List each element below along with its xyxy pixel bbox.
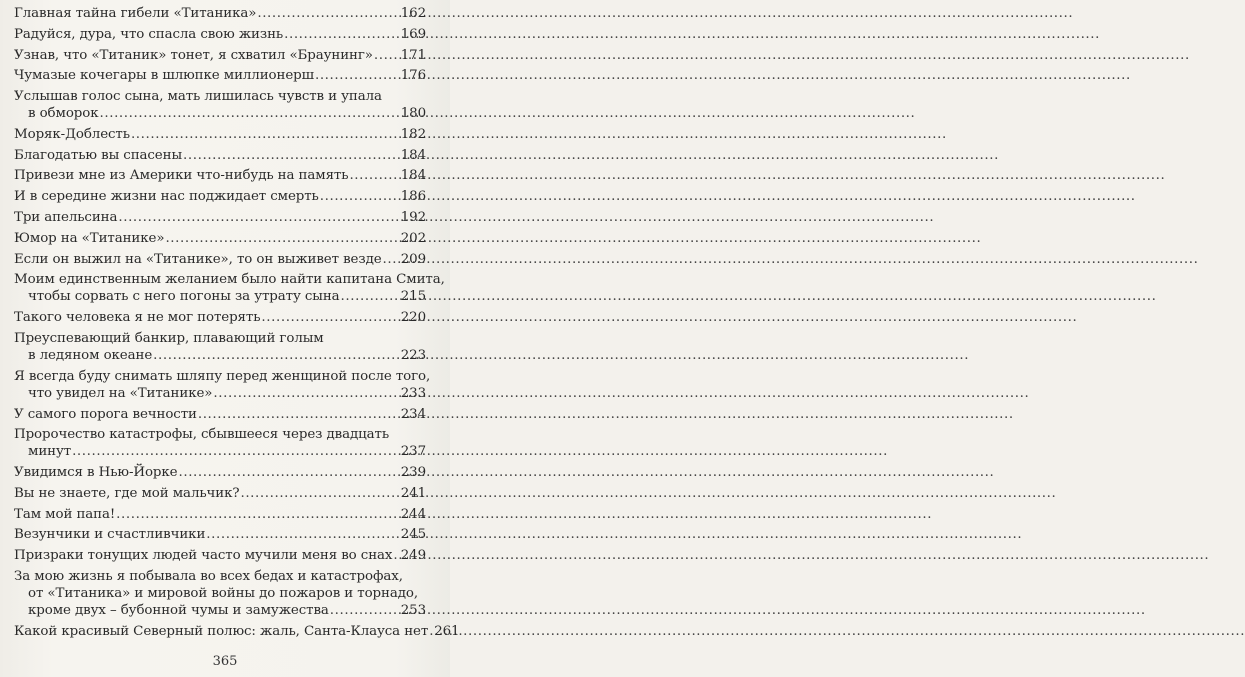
- toc-entry-title: Благодатью вы спасены: [14, 147, 183, 163]
- toc-entry-page: 184: [400, 147, 426, 163]
- toc-entry: [14, 309, 426, 326]
- toc-entry: [14, 230, 426, 247]
- table-of-contents: [14, 5, 460, 640]
- toc-entry-page: 184: [400, 168, 426, 184]
- toc-entry: [14, 330, 426, 364]
- toc-entry-title-line: [14, 188, 426, 205]
- toc-entry-title: За мою жизнь я побывала во всех бедах и катастрофах,: [14, 568, 403, 584]
- toc-entry-title-line: [14, 506, 426, 523]
- toc-entry: [14, 67, 426, 84]
- toc-entry-title: в обморок: [28, 106, 99, 122]
- dot-leader: [319, 188, 401, 205]
- toc-entry-title: Вы не знаете, где мой мальчик?: [14, 485, 240, 501]
- toc-entry: [14, 188, 426, 205]
- dot-leader: [212, 385, 400, 402]
- toc-entry-continuation-line: [14, 347, 426, 364]
- toc-entry: [14, 271, 445, 305]
- dot-leader: [205, 526, 400, 543]
- toc-entry-title-line: [14, 568, 426, 585]
- toc-entry-title-line: [14, 88, 426, 105]
- dot-leader: [182, 147, 401, 164]
- toc-entry-title-line: [14, 230, 426, 247]
- toc-entry: [14, 464, 426, 481]
- toc-entry: [14, 406, 426, 423]
- toc-entry-title: минут: [28, 444, 72, 460]
- toc-entry: [14, 426, 426, 460]
- toc-entry-page: 261: [434, 623, 460, 639]
- toc-entry: [14, 147, 426, 164]
- toc-entry-title: И в середине жизни нас поджидает смерть: [14, 189, 319, 205]
- toc-entry-page: 186: [400, 189, 426, 205]
- toc-entry-title-line: [14, 330, 426, 347]
- toc-entry-title: от «Титаника» и мировой войны до пожаров и торнадо,: [28, 585, 418, 601]
- toc-entry-title-line: [14, 126, 426, 143]
- toc-entry-page: 220: [400, 310, 426, 326]
- toc-entry: [14, 506, 426, 523]
- toc-entry: [14, 251, 426, 268]
- dot-leader: [373, 47, 401, 64]
- dot-leader: [256, 5, 400, 22]
- toc-entry-title: Три апельсина: [14, 210, 118, 226]
- toc-entry-title: Радуйся, дура, что спасла свою жизнь: [14, 26, 284, 42]
- toc-entry-title-line: [14, 167, 426, 184]
- toc-entry-page: 245: [400, 527, 426, 543]
- book-page: [0, 0, 460, 677]
- toc-entry-title-line: [14, 485, 426, 502]
- toc-entry-title: чтобы сорвать с него погоны за утрату сына: [28, 289, 340, 305]
- toc-entry-continuation-line: [14, 585, 426, 602]
- toc-entry: [14, 5, 426, 22]
- toc-entry-title-line: [14, 209, 426, 226]
- toc-entry-title: Главная тайна гибели «Титаника»: [14, 6, 257, 21]
- toc-entry: [14, 623, 460, 640]
- toc-entry-page: 209: [400, 251, 426, 267]
- toc-entry-title: Юмор на «Титанике»: [14, 230, 165, 246]
- page-number: 365: [212, 654, 238, 669]
- dot-leader: [130, 126, 401, 143]
- toc-entry: [14, 209, 426, 226]
- toc-entry-title: Привези мне из Америки что-нибудь на память: [14, 168, 349, 184]
- toc-entry: [14, 568, 426, 619]
- toc-entry: [14, 126, 426, 143]
- dot-leader: [115, 506, 401, 523]
- toc-entry-title-line: [14, 623, 460, 640]
- toc-entry-title: что увидел на «Титанике»: [28, 385, 213, 401]
- dot-leader: [392, 547, 400, 564]
- dot-leader: [239, 485, 400, 502]
- toc-entry-title-line: [14, 26, 426, 43]
- toc-entry-title-line: [14, 271, 445, 288]
- toc-entry-title: Услышав голос сына, мать лишилась чувств и упала: [14, 89, 382, 105]
- toc-entry-title: Пророчество катастрофы, сбывшееся через двадцать: [14, 427, 390, 443]
- toc-entry-title: кроме двух – бубонной чумы и замужества: [28, 602, 329, 618]
- dot-leader: [99, 105, 401, 122]
- toc-entry: [14, 167, 426, 184]
- toc-entry-page: 182: [400, 126, 426, 142]
- toc-entry-title-line: [14, 67, 426, 84]
- toc-entry-page: 234: [400, 406, 426, 422]
- toc-entry-page: 202: [400, 230, 426, 246]
- dot-leader: [329, 602, 401, 619]
- toc-entry-title: Такого человека я не мог потерять: [14, 310, 261, 326]
- toc-entry-title-line: [14, 426, 426, 443]
- toc-entry-title: Чумазые кочегары в шлюпке миллионерш: [14, 68, 314, 84]
- toc-entry-page: 171: [400, 47, 426, 63]
- toc-entry-title: в ледяном океане: [28, 347, 153, 363]
- dot-leader: [117, 209, 400, 226]
- toc-entry-title-line: [14, 547, 426, 564]
- toc-entry-title: У самого порога вечности: [14, 406, 197, 422]
- toc-entry-page: 192: [400, 210, 426, 226]
- toc-entry-title-line: [14, 147, 426, 164]
- toc-entry-continuation-line: [14, 443, 426, 460]
- toc-entry-page: 237: [400, 444, 426, 460]
- toc-entry-title: Какой красивый Северный полюс: жаль, Санта-Клауса нет: [14, 623, 429, 639]
- toc-entry-page: 249: [400, 548, 426, 564]
- toc-entry: [14, 547, 426, 564]
- toc-entry-page: 223: [400, 347, 426, 363]
- toc-entry-title: Там мой папа!: [14, 506, 116, 522]
- toc-entry: [14, 368, 431, 402]
- toc-entry-continuation-line: [14, 602, 426, 619]
- dot-leader: [314, 67, 401, 84]
- dot-leader: [164, 230, 400, 247]
- toc-entry-title-line: [14, 368, 431, 385]
- toc-entry-title-line: [14, 526, 426, 543]
- toc-entry-page: 233: [400, 385, 426, 401]
- toc-entry-title: Везунчики и счастливчики: [14, 527, 206, 543]
- toc-entry-page: 253: [400, 602, 426, 618]
- toc-entry-title: Узнав, что «Титаник» тонет, я схватил «Браунинг»: [14, 47, 373, 63]
- dot-leader: [177, 464, 400, 481]
- toc-entry-title: Моряк-Доблесть: [14, 126, 130, 142]
- toc-entry-page: 244: [400, 506, 426, 522]
- toc-entry-title-line: [14, 309, 426, 326]
- toc-entry-page: 162: [400, 6, 426, 21]
- toc-entry-title: Я всегда буду снимать шляпу перед женщиной после того,: [14, 368, 431, 384]
- toc-entry-continuation-line: [14, 385, 426, 402]
- toc-entry-continuation-line: [14, 105, 426, 122]
- toc-entry-title: Призраки тонущих людей часто мучили меня во снах: [14, 548, 393, 564]
- toc-entry-title: Преуспевающий банкир, плавающий голым: [14, 330, 324, 346]
- toc-entry-title-line: [14, 251, 426, 268]
- toc-entry-page: 215: [400, 289, 426, 305]
- dot-leader: [382, 251, 401, 268]
- dot-leader: [71, 443, 401, 460]
- toc-entry-title: Увидимся в Нью-Йорке: [14, 465, 178, 481]
- toc-entry-title: Если он выжил на «Титанике», то он выживет везде: [14, 251, 382, 267]
- toc-entry-continuation-line: [14, 288, 426, 305]
- toc-entry: [14, 485, 426, 502]
- toc-entry-title-line: [14, 47, 426, 64]
- toc-entry-page: 239: [400, 465, 426, 481]
- toc-entry: [14, 26, 426, 43]
- dot-leader: [348, 167, 400, 184]
- dot-leader: [152, 347, 401, 364]
- toc-entry-page: 180: [400, 106, 426, 122]
- dot-leader: [197, 406, 401, 423]
- toc-entry-title: Моим единственным желанием было найти капитана Смита,: [14, 272, 445, 288]
- toc-entry-page: 241: [400, 485, 426, 501]
- toc-entry-title-line: [14, 406, 426, 423]
- dot-leader: [340, 288, 401, 305]
- toc-entry: [14, 47, 426, 64]
- dot-leader: [260, 309, 400, 326]
- toc-entry: [14, 88, 426, 122]
- toc-entry-title-line: [14, 464, 426, 481]
- toc-entry-page: 176: [400, 68, 426, 84]
- toc-entry-page: 169: [400, 26, 426, 42]
- toc-entry: [14, 526, 426, 543]
- toc-entry-title-line: [14, 5, 426, 22]
- dot-leader: [283, 26, 401, 43]
